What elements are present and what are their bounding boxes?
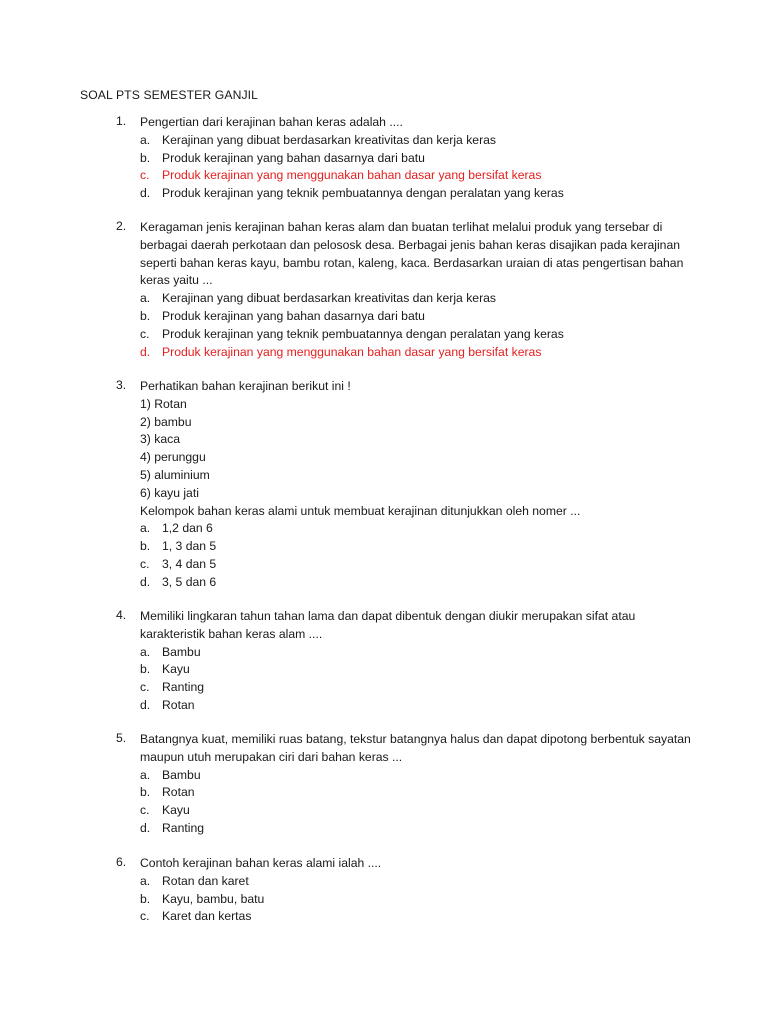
option-b — [116, 784, 696, 802]
option-b — [116, 150, 696, 168]
list-item: 2) bambu — [140, 414, 192, 429]
option-c — [116, 679, 696, 697]
option-letter: c. — [140, 326, 150, 341]
option-letter: c. — [140, 168, 150, 183]
option-a — [116, 767, 696, 785]
list-item: 5) aluminium — [140, 467, 210, 482]
question-number: 1. — [116, 114, 127, 128]
option-a — [116, 873, 696, 891]
option-c — [116, 326, 696, 344]
option-d — [116, 574, 696, 592]
option-c — [116, 908, 696, 926]
option-text: Produk kerajinan yang teknik pembuatannya dengan peralatan yang keras — [162, 326, 564, 341]
option-text: Produk kerajinan yang teknik pembuatannya dengan peralatan yang keras — [162, 186, 564, 201]
option-letter: d. — [140, 186, 151, 201]
option-text: Rotan — [162, 697, 195, 712]
list-item: 1) Rotan — [140, 396, 187, 411]
option-letter: c. — [140, 680, 150, 695]
option-text: 3, 5 dan 6 — [162, 574, 217, 589]
option-letter: c. — [140, 556, 150, 571]
option-text: Produk kerajinan yang bahan dasarnya dari batu — [162, 308, 425, 323]
page-title: SOAL PTS SEMESTER GANJIL — [80, 88, 259, 102]
option-letter: a. — [140, 132, 151, 147]
option-text: Rotan dan karet — [162, 873, 249, 888]
option-letter: b. — [140, 150, 151, 165]
option-d — [116, 185, 696, 203]
option-b — [116, 661, 696, 679]
question-number: 6. — [116, 855, 127, 869]
option-b — [116, 538, 696, 556]
question-1 — [116, 114, 696, 203]
option-text: 1,2 dan 6 — [162, 521, 213, 536]
option-text: Produk kerajinan yang bahan dasarnya dari batu — [162, 150, 425, 165]
option-letter: b. — [140, 662, 151, 677]
option-c — [116, 556, 696, 574]
option-text: Bambu — [162, 644, 201, 659]
option-d — [116, 820, 696, 838]
option-letter: d. — [140, 574, 151, 589]
option-text: Bambu — [162, 767, 201, 782]
option-text: Kayu — [162, 803, 190, 818]
question-text: Perhatikan bahan kerajinan berikut ini ! — [140, 379, 351, 393]
option-text: Ranting — [162, 820, 205, 835]
question-number: 5. — [116, 731, 127, 745]
option-b — [116, 308, 696, 326]
option-b — [116, 891, 696, 909]
option-a — [116, 520, 696, 538]
option-text: Ranting — [162, 680, 205, 695]
question-number: 3. — [116, 378, 127, 392]
option-text: Produk kerajinan yang menggunakan bahan dasar yang bersifat keras — [162, 168, 542, 183]
option-d — [116, 697, 696, 715]
option-letter: a. — [140, 873, 151, 888]
option-a — [116, 132, 696, 150]
option-letter: c. — [140, 909, 150, 924]
list-item: 4) perunggu — [140, 450, 206, 465]
option-letter: a. — [140, 767, 151, 782]
question-6 — [116, 855, 696, 926]
option-letter: b. — [140, 308, 151, 323]
option-letter: d. — [140, 820, 151, 835]
option-text: Kerajinan yang dibuat berdasarkan kreativitas dan kerja keras — [162, 132, 496, 147]
option-letter: d. — [140, 697, 151, 712]
option-d-answer — [116, 344, 696, 362]
list-item: 6) kayu jati — [140, 485, 199, 500]
option-text: Karet dan kertas — [162, 909, 252, 924]
option-letter: a. — [140, 644, 151, 659]
option-text: Produk kerajinan yang menggunakan bahan dasar yang bersifat keras — [162, 344, 542, 359]
question-text: Batangnya kuat, memiliki ruas batang, tekstur batangnya halus dan dapat dipotong berbentuk sayatan maupun utuh merupakan ciri dari bahan keras ... — [140, 732, 691, 764]
list-item: 3) kaca — [140, 432, 180, 447]
option-text: Rotan — [162, 785, 195, 800]
option-text: 1, 3 dan 5 — [162, 539, 217, 554]
question-4 — [116, 608, 696, 715]
option-letter: a. — [140, 291, 151, 306]
question-3 — [116, 378, 696, 592]
option-a — [116, 290, 696, 308]
question-number: 4. — [116, 608, 127, 622]
option-letter: b. — [140, 785, 151, 800]
option-letter: c. — [140, 803, 150, 818]
option-text: 3, 4 dan 5 — [162, 556, 217, 571]
question-prompt: Kelompok bahan keras alami untuk membuat kerajinan ditunjukkan oleh nomer ... — [140, 503, 581, 518]
option-a — [116, 644, 696, 662]
option-letter: a. — [140, 521, 151, 536]
question-2 — [116, 219, 696, 361]
option-c — [116, 802, 696, 820]
option-text: Kayu, bambu, batu — [162, 891, 265, 906]
question-text: Pengertian dari kerajinan bahan keras adalah .... — [140, 115, 403, 129]
option-text: Kerajinan yang dibuat berdasarkan kreativitas dan kerja keras — [162, 291, 496, 306]
option-c-answer — [116, 167, 696, 185]
option-letter: d. — [140, 344, 151, 359]
question-number: 2. — [116, 219, 127, 233]
question-text: Contoh kerajinan bahan keras alami ialah .... — [140, 856, 382, 870]
question-text: Memiliki lingkaran tahun tahan lama dan dapat dibentuk dengan diukir merupakan sifat atau karakteristik bahan keras alam .... — [140, 609, 636, 641]
option-text: Kayu — [162, 662, 190, 677]
option-letter: b. — [140, 539, 151, 554]
question-5 — [116, 731, 696, 838]
question-text: Keragaman jenis kerajinan bahan keras alam dan buatan terlihat melalui produk yang tersebar di berbagai daerah perkotaan dan pelososk desa. Berbagai jenis bahan keras disajikan pada kerajinan seperti bahan keras kayu, bambu rotan, kaleng, kaca. Berdasarkan uraian di atas pengertisan bahan keras yaitu ... — [140, 220, 684, 288]
option-letter: b. — [140, 891, 151, 906]
